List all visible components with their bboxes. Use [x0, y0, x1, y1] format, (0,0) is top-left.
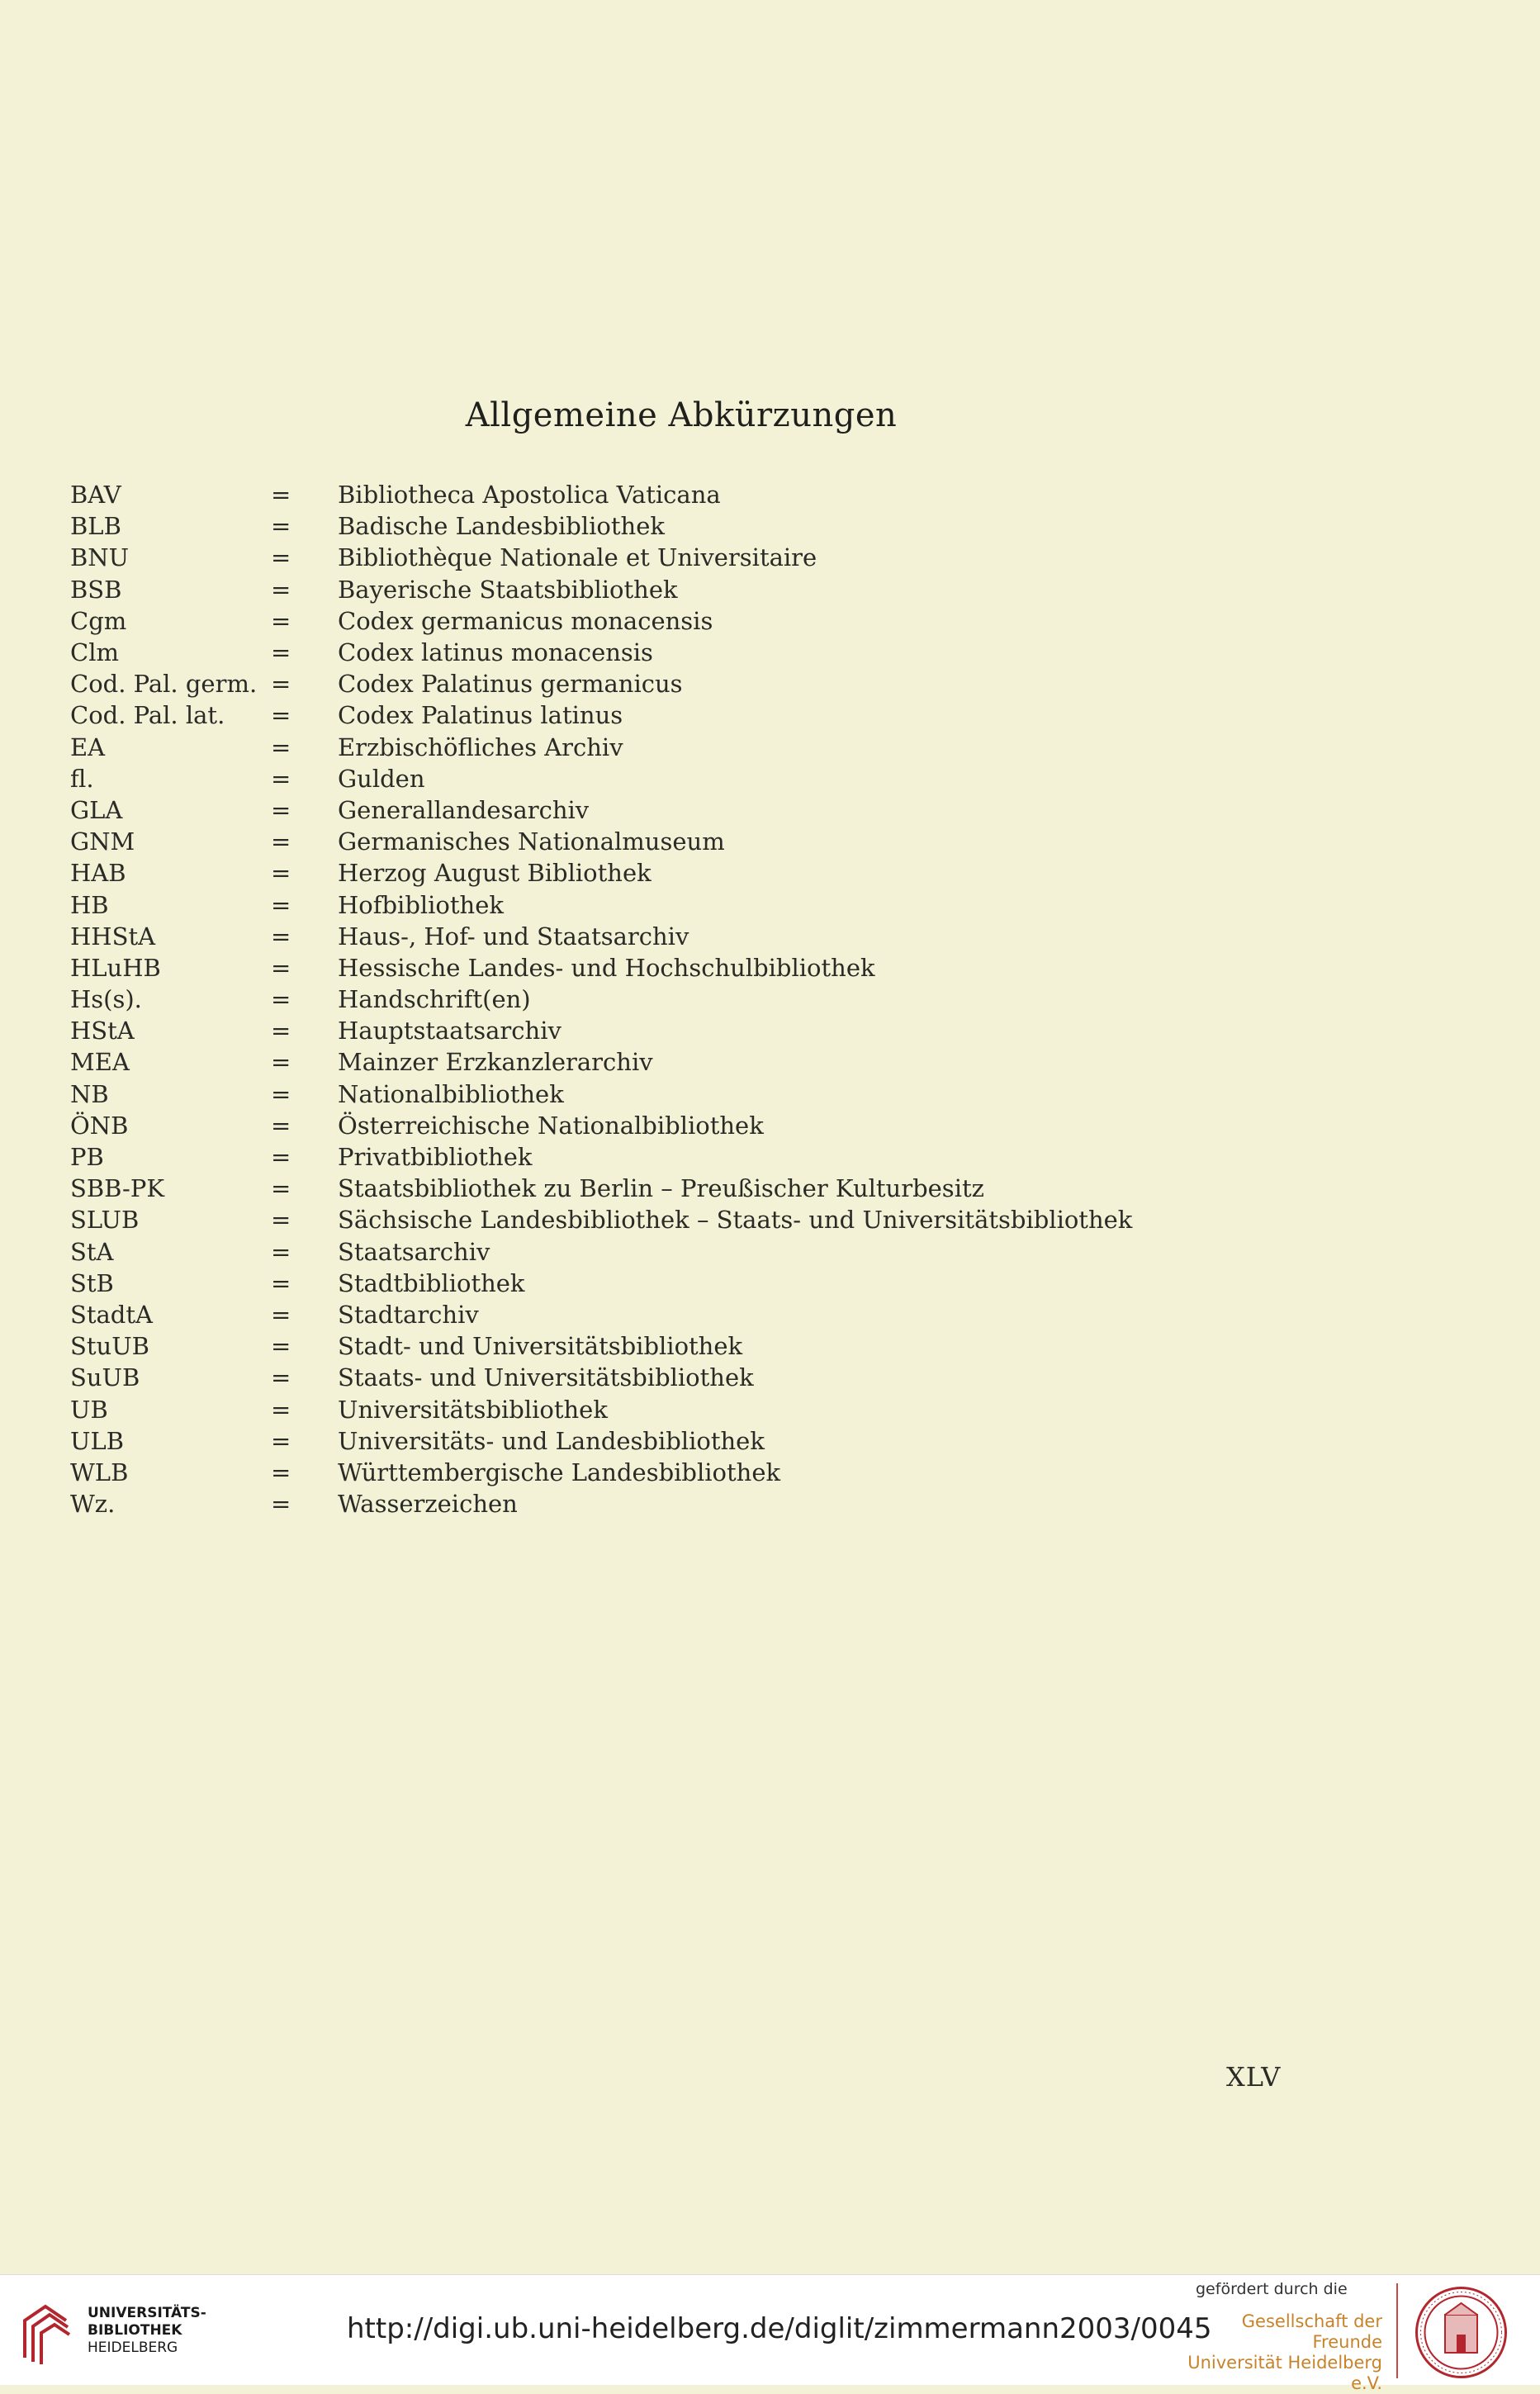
abbreviation-expansion: Codex Palatinus germanicus [338, 670, 683, 699]
abbreviation-expansion: Hauptstaatsarchiv [338, 1017, 562, 1045]
abbreviation-expansion: Bayerische Staatsbibliothek [338, 575, 678, 604]
equals-sign: = [271, 701, 291, 730]
abbreviation-term: Clm [70, 638, 119, 667]
abbreviation-row [70, 1457, 1226, 1488]
abbreviation-row [70, 732, 1226, 763]
abbreviation-expansion: Codex germanicus monacensis [338, 606, 713, 635]
abbreviation-term: HAB [70, 859, 126, 888]
equals-sign: = [271, 575, 291, 604]
abbreviation-term: StadtA [70, 1300, 153, 1329]
abbreviation-term: HHStA [70, 922, 156, 950]
university-seal-icon [1414, 2285, 1509, 2380]
abbreviation-expansion: Haus-, Hof- und Staatsarchiv [338, 922, 689, 950]
abbreviation-expansion: Hofbibliothek [338, 890, 504, 919]
equals-sign: = [271, 859, 291, 888]
abbreviation-term: StuUB [70, 1332, 149, 1361]
abbreviation-term: WLB [70, 1458, 129, 1486]
equals-sign: = [271, 1111, 291, 1140]
abbreviation-expansion: Stadt- und Universitätsbibliothek [338, 1332, 743, 1361]
abbreviation-row [70, 542, 1226, 573]
equals-sign: = [271, 1079, 291, 1108]
abbreviation-list [70, 479, 1226, 1519]
sponsor-label: gefördert durch die [1196, 2280, 1348, 2298]
abbreviation-row [70, 984, 1226, 1015]
abbreviation-term: ÖNB [70, 1111, 129, 1140]
abbreviation-expansion: Staats- und Universitätsbibliothek [338, 1363, 754, 1392]
equals-sign: = [271, 1048, 291, 1077]
abbreviation-row [70, 1141, 1226, 1173]
abbreviation-expansion: Stadtarchiv [338, 1300, 479, 1329]
abbreviation-row [70, 574, 1226, 605]
abbreviation-expansion: Badische Landesbibliothek [338, 512, 665, 541]
abbreviation-row [70, 1204, 1226, 1235]
abbreviation-term: PB [70, 1143, 104, 1172]
abbreviation-row [70, 1110, 1226, 1141]
abbreviation-expansion: Erzbischöfliches Archiv [338, 732, 623, 761]
abbreviation-expansion: Herzog August Bibliothek [338, 859, 652, 888]
equals-sign: = [271, 606, 291, 635]
sponsor-name [1187, 2311, 1382, 2394]
abbreviation-term: Wz. [70, 1490, 116, 1519]
abbreviation-expansion: Privatbibliothek [338, 1143, 533, 1172]
equals-sign: = [271, 670, 291, 699]
equals-sign: = [271, 1426, 291, 1455]
abbreviation-row [70, 1173, 1226, 1204]
library-name [88, 2305, 206, 2357]
abbreviation-term: BNU [70, 543, 130, 572]
equals-sign: = [271, 1490, 291, 1519]
equals-sign: = [271, 1300, 291, 1329]
abbreviation-term: Cod. Pal. germ. [70, 670, 258, 699]
abbreviation-expansion: Universitäts- und Landesbibliothek [338, 1426, 765, 1455]
page-number: XLV [1226, 2061, 1282, 2093]
abbreviation-term: SBB-PK [70, 1174, 165, 1203]
equals-sign: = [271, 953, 291, 982]
abbreviation-row [70, 510, 1226, 542]
abbreviation-expansion: Gulden [338, 764, 425, 793]
abbreviation-row [70, 699, 1226, 731]
abbreviation-term: Hs(s). [70, 985, 142, 1014]
equals-sign: = [271, 1458, 291, 1486]
abbreviation-expansion: Staatsbibliothek zu Berlin – Preußischer Kulturbesitz [338, 1174, 984, 1203]
abbreviation-row [70, 952, 1226, 984]
abbreviation-expansion: Hessische Landes- und Hochschulbibliothek [338, 953, 875, 982]
library-name-line2: BIBLIOTHEK [88, 2322, 182, 2339]
equals-sign: = [271, 985, 291, 1014]
abbreviation-row [70, 668, 1226, 699]
abbreviation-expansion: Stadtbibliothek [338, 1268, 525, 1297]
abbreviation-expansion: Bibliothèque Nationale et Universitaire [338, 543, 817, 572]
abbreviation-expansion: Württembergische Landesbibliothek [338, 1458, 781, 1486]
abbreviation-row [70, 1078, 1226, 1110]
equals-sign: = [271, 922, 291, 950]
equals-sign: = [271, 1332, 291, 1361]
abbreviation-expansion: Generallandesarchiv [338, 795, 590, 824]
abbreviation-term: GNM [70, 827, 135, 856]
abbreviation-row [70, 857, 1226, 889]
equals-sign: = [271, 1237, 291, 1266]
equals-sign: = [271, 827, 291, 856]
abbreviation-expansion: Sächsische Landesbibliothek – Staats- und Universitätsbibliothek [338, 1206, 1133, 1235]
abbreviation-term: StB [70, 1268, 114, 1297]
abbreviation-term: HStA [70, 1017, 135, 1045]
abbreviation-expansion: Mainzer Erzkanzlerarchiv [338, 1048, 653, 1077]
abbreviation-row [70, 637, 1226, 668]
abbreviation-term: EA [70, 732, 106, 761]
equals-sign: = [271, 1268, 291, 1297]
abbreviation-expansion: Bibliotheca Apostolica Vaticana [338, 481, 721, 510]
abbreviation-term: HB [70, 890, 109, 919]
abbreviation-row [70, 1046, 1226, 1078]
abbreviation-row [70, 605, 1226, 637]
abbreviation-term: SLUB [70, 1206, 140, 1235]
equals-sign: = [271, 764, 291, 793]
library-name-line1: UNIVERSITÄTS- [88, 2305, 206, 2321]
abbreviation-term: UB [70, 1395, 108, 1424]
abbreviation-term: GLA [70, 795, 123, 824]
sponsor-name-line1: Gesellschaft der Freunde [1241, 2311, 1382, 2352]
abbreviation-expansion: Österreichische Nationalbibliothek [338, 1111, 764, 1140]
abbreviation-term: BLB [70, 512, 121, 541]
abbreviation-expansion: Staatsarchiv [338, 1237, 490, 1266]
abbreviation-row [70, 1330, 1226, 1362]
ub-logo-icon [17, 2300, 78, 2366]
abbreviation-expansion: Handschrift(en) [338, 985, 531, 1014]
sponsor-name-line2: Universität Heidelberg e.V. [1187, 2353, 1382, 2393]
equals-sign: = [271, 890, 291, 919]
abbreviation-row [70, 826, 1226, 857]
abbreviation-term: Cgm [70, 606, 127, 635]
abbreviation-term: BAV [70, 481, 121, 510]
abbreviation-expansion: Nationalbibliothek [338, 1079, 564, 1108]
abbreviation-expansion: Codex latinus monacensis [338, 638, 653, 667]
library-name-line3: HEIDELBERG [88, 2339, 178, 2356]
abbreviation-row [70, 1236, 1226, 1268]
equals-sign: = [271, 1206, 291, 1235]
abbreviation-expansion: Wasserzeichen [338, 1490, 518, 1519]
equals-sign: = [271, 512, 291, 541]
abbreviation-term: fl. [70, 764, 94, 793]
document-url-link[interactable]: http://digi.ub.uni-heidelberg.de/diglit/zimmermann2003/0045 [347, 2312, 1212, 2345]
abbreviation-row [70, 921, 1226, 952]
abbreviation-row [70, 1299, 1226, 1330]
abbreviation-term: ULB [70, 1426, 125, 1455]
abbreviation-row [70, 1362, 1226, 1393]
abbreviation-term: HLuHB [70, 953, 161, 982]
abbreviation-row [70, 794, 1226, 826]
equals-sign: = [271, 543, 291, 572]
equals-sign: = [271, 1143, 291, 1172]
equals-sign: = [271, 1174, 291, 1203]
abbreviation-row [70, 479, 1226, 510]
abbreviation-term: Cod. Pal. lat. [70, 701, 225, 730]
abbreviation-term: BSB [70, 575, 122, 604]
abbreviation-row [70, 1393, 1226, 1425]
abbreviation-row [70, 889, 1226, 920]
abbreviation-row [70, 1488, 1226, 1519]
abbreviation-row [70, 763, 1226, 794]
abbreviation-term: StA [70, 1237, 114, 1266]
page-title: Allgemeine Abkürzungen [465, 396, 898, 434]
equals-sign: = [271, 1017, 291, 1045]
equals-sign: = [271, 732, 291, 761]
abbreviation-row [70, 1268, 1226, 1299]
equals-sign: = [271, 1395, 291, 1424]
equals-sign: = [271, 795, 291, 824]
abbreviation-row [70, 1425, 1226, 1457]
footer-bar [0, 2274, 1540, 2393]
footer-divider [1396, 2283, 1398, 2378]
abbreviation-term: MEA [70, 1048, 130, 1077]
abbreviation-expansion: Codex Palatinus latinus [338, 701, 623, 730]
abbreviation-term: NB [70, 1079, 109, 1108]
equals-sign: = [271, 1363, 291, 1392]
equals-sign: = [271, 638, 291, 667]
equals-sign: = [271, 481, 291, 510]
abbreviation-row [70, 1015, 1226, 1046]
abbreviation-expansion: Germanisches Nationalmuseum [338, 827, 725, 856]
abbreviation-term: SuUB [70, 1363, 140, 1392]
abbreviation-expansion: Universitätsbibliothek [338, 1395, 608, 1424]
